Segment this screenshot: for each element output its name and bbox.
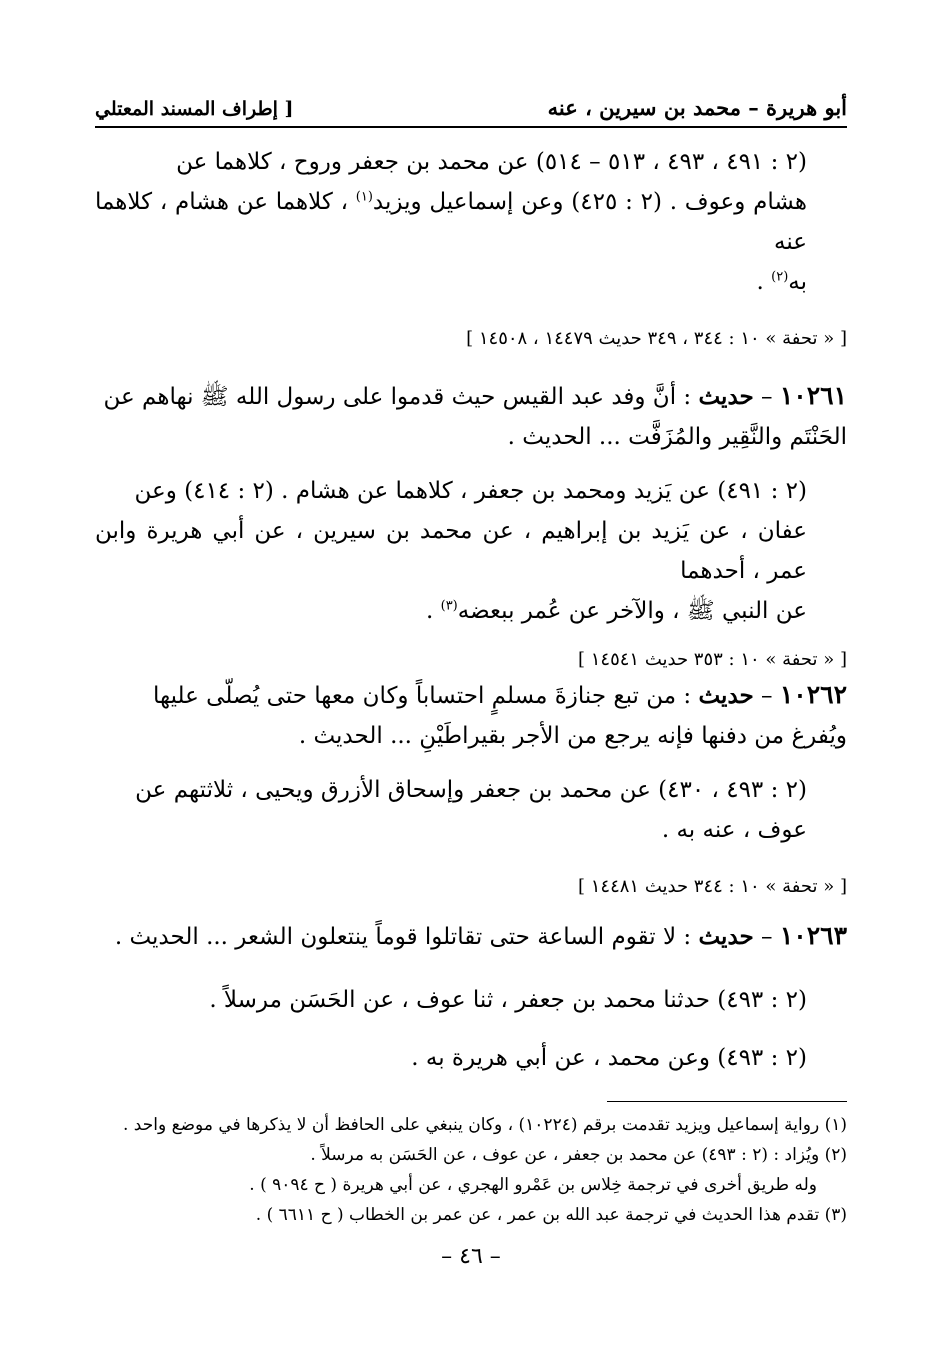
footnote-2: (٢) ويُزاد : (٢ : ٤٩٣) عن محمد بن جعفر ، عن عوف ، عن الحَسَن به مرسلاً . xyxy=(310,1145,847,1165)
chain-paragraph: (٢ : ٤٩٣ ، ٤٣٠) عن محمد بن جعفر وإسحاق الأزرق ويحيى ، ثلاثتهم عن عوف ، عنه به . xyxy=(135,777,807,843)
tuhfa-reference: [ « تحفة » ١٠ : ٣٤٤ حديث ١٤٤٨١ ] xyxy=(578,876,847,897)
footnote-divider xyxy=(607,1101,847,1102)
tuhfa-reference: [ « تحفة » ١٠ : ٣٥٣ حديث ١٤٥٤١ ] xyxy=(578,649,847,670)
hadith-entry: ١٠٢٦٢ – حديث : من تبع جنازةَ مسلمٍ احتساباً وكان معها حتى يُصلّى عليها ويُفرغ من دفنها فإنه يرجع من الأجر بقيراطَيْنِ ... الحديث . xyxy=(152,680,847,749)
running-header xyxy=(95,84,847,128)
hadith-number: ١٠٢٦٢ xyxy=(779,680,847,709)
footnote-1: (١) رواية إسماعيل ويزيد تقدمت برقم (١٠٢٢٤) ، وكان ينبغي على الحافظ أن لا يذكرها في موضع واحد . xyxy=(123,1115,847,1135)
hadith-keyword: حديث xyxy=(698,383,754,410)
tuhfa-reference: [ « تحفة » ١٠ : ٣٤٤ ، ٣٤٩ حديث ١٤٤٧٩ ، ١٤٥٠٨ ] xyxy=(466,328,847,349)
chain-paragraph: (٢ : ٤٩٣) حدثنا محمد بن جعفر ، ثنا عوف ، عن الحَسَن مرسلاً . (٢ : ٤٩٣) وعن محمد ، عن أبي هريرة به . xyxy=(209,987,807,1071)
header-title: أبو هريرة – محمد بن سيرين ، عنه xyxy=(547,95,847,120)
hadith-keyword: حديث xyxy=(698,923,754,950)
book-page xyxy=(95,84,847,1269)
hadith-keyword: حديث xyxy=(698,682,754,709)
footnote-marker[interactable]: (١) xyxy=(355,189,373,205)
page-number: – ٤٦ – xyxy=(441,1244,501,1269)
hadith-number: ١٠٢٦١ xyxy=(779,381,847,410)
chain-paragraph: (٢ : ٤٩١) عن يَزيد ومحمد بن جعفر ، كلاهما عن هشام . (٢ : ٤١٤) وعن عفان ، عن يَزيد بن إبراهيم ، عن محمد بن سيرين ، عن أبي هريرة وابن عمر ، أحدهما عن النبي ﷺ ، والآخر عن عُمر ببعضه$^{(٣)}$ . xyxy=(95,478,807,624)
footnote-marker[interactable]: (٢) xyxy=(771,269,789,285)
chain-paragraph: (٢ : ٤٩١ ، ٤٩٣ ، ٥١٣ – ٥١٤) عن محمد بن جعفر وروح ، كلاهما عن هشام وعوف . (٢ : ٤٢٥) وعن إسماعيل ويزيد$^{(١)}$ ، كلاهما عن هشام ، كلاهما عنه به$^{(٢)}$ . xyxy=(95,149,807,295)
hadith-entry: ١٠٢٦١ – حديث : أنَّ وفد عبد القيس حيث قدموا على رسول الله ﷺ نهاهم عن الحَنْتَم والنَّقِير والمُزَفَّت ... الحديث . xyxy=(103,381,847,450)
footnote-3: (٣) تقدم هذا الحديث في ترجمة عبد الله بن عمر ، عن عمر بن الخطاب ( ح ٦٦١١ ) . xyxy=(255,1205,847,1225)
hadith-number: ١٠٢٦٣ xyxy=(779,921,847,950)
page-body xyxy=(95,128,847,1087)
footnotes xyxy=(95,1110,847,1230)
header-book-title: [ إطراف المسند المعتلي xyxy=(95,98,294,120)
footnote-marker[interactable]: (٣) xyxy=(440,598,458,614)
footnote-2-continuation: وله طريق أخرى في ترجمة خِلاس بن عَمْرو الهجري ، عن أبي هريرة ( ح ٩٠٩٤ ) . xyxy=(249,1175,817,1195)
hadith-entry: ١٠٢٦٣ – حديث : لا تقوم الساعة حتى تقاتلوا قوماً ينتعلون الشعر ... الحديث . xyxy=(114,921,847,950)
